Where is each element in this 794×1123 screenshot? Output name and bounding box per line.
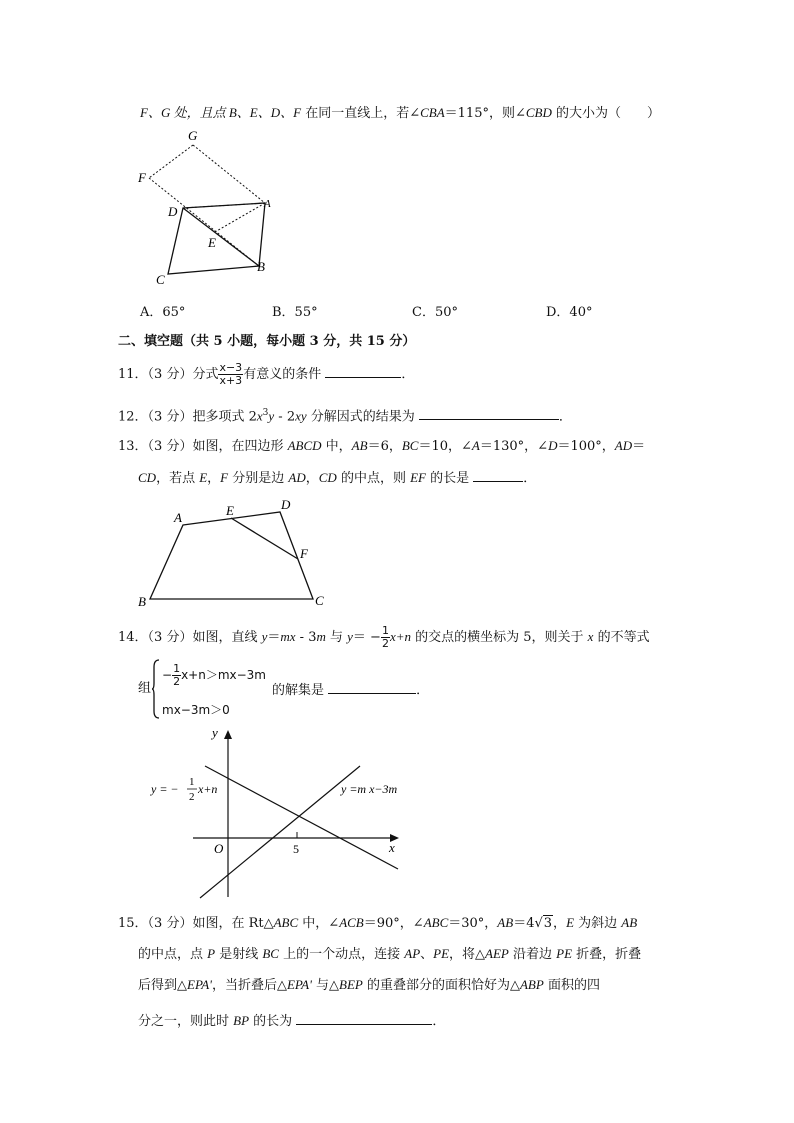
edge-GF (149, 145, 193, 178)
q10-choice-c: C．50° (412, 305, 458, 320)
q13-line1: 13．（3 分）如图，在四边形 ABCD 中，AB＝6，BC＝10，∠A＝130°，∠D＝100°，AD＝ (118, 438, 646, 454)
section-title: 二、填空题（共 5 小题，每小题 3 分，共 15 分） (118, 334, 416, 349)
label-B: B (257, 259, 265, 274)
q11-fraction: $\frac{x-3}{x+3}$ (219, 361, 243, 387)
y-axis-arrow-icon (224, 730, 232, 739)
q14-system-fraction: $\frac{1}{2}$ (173, 662, 181, 688)
q14-line1: 14．（3 分）如图，直线 y＝mx - 3m 与 y＝ − $\frac{1}{2}$ x+n 的交点的横坐标为 5，则关于 x 的不等式 (118, 624, 650, 650)
q10-line1: F、G 处，且点 B、E、D、F 在同一直线上，若∠CBA＝115°，则∠CBD 的大小为（ ） (140, 105, 661, 121)
label-C: C (315, 593, 324, 608)
q13-figure (135, 496, 335, 612)
axis-label-y: y (212, 725, 218, 740)
line-y-mx-minus-3m (200, 766, 360, 898)
label-C: C (156, 272, 165, 287)
q13-line2: CD，若点 E，F 分别是边 AD，CD 的中点，则 EF 的长是 ． (138, 470, 537, 486)
label-E: E (226, 503, 234, 518)
q15-line4: 分之一，则此时 BP 的长为 ． (138, 1013, 446, 1029)
quadrilateral-ABCD (150, 512, 313, 599)
label-F: F (138, 170, 146, 185)
q14-system-line2: mx−3m＞0 (162, 703, 230, 717)
label-D: D (168, 204, 178, 219)
q15-line1: 15．（3 分）如图，在 Rt△ABC 中，∠ACB＝90°，∠ABC＝30°，AB＝4√3，E 为斜边 AB (118, 915, 638, 931)
q14-group-label: 组 (138, 681, 152, 696)
segment-EF (231, 518, 298, 559)
q15-line3: 后得到△EPA'，当折叠后△EPA' 与△BEP 的重叠部分的面积恰好为△ABP 面积的四 (138, 977, 600, 993)
edge-GA (193, 145, 265, 203)
axis-label-x: x (389, 840, 395, 855)
label-D: D (281, 497, 291, 512)
q10-choice-a: A．65° (140, 305, 186, 320)
q14-solution-text: 的解集是 ． (272, 680, 429, 700)
q14-fraction: $\frac{1}{2}$ (381, 624, 389, 650)
label-A: A (264, 198, 271, 210)
q11-line: 11．（3 分）分式 $\frac{x-3}{x+3}$ 有意义的条件 ． (118, 361, 415, 387)
parallelogram-ABCD (168, 203, 265, 274)
q12-answer-blank[interactable] (419, 406, 559, 420)
q13-answer-blank[interactable] (473, 468, 523, 482)
label-B: B (138, 594, 146, 609)
q14-graph (145, 722, 410, 902)
line2-label: y =m x−3m (341, 782, 398, 796)
q10-choice-b: B．55° (272, 305, 318, 320)
line1-label-post: x+n (198, 782, 218, 796)
diagonal-DB (183, 208, 259, 266)
q10-figure (135, 128, 285, 288)
line1-label-num: 1 (189, 776, 195, 788)
q10-choice-d: D．40° (546, 305, 593, 320)
q15-answer-blank[interactable] (296, 1011, 432, 1025)
brace-icon (151, 659, 161, 719)
line1-label-pre: y = − (151, 782, 179, 796)
q15-line2: 的中点，点 P 是射线 BC 上的一个动点，连接 AP、PE，将△AEP 沿着边 PE 折叠，折叠 (138, 946, 642, 962)
q14-system-line1: − $\frac{1}{2}$ x+n＞mx−3m (162, 662, 266, 688)
q11-answer-blank[interactable] (325, 364, 401, 378)
q12-line: 12．（3 分）把多项式 $2x^3y - 2xy$ 分解因式的结果为 ． (118, 408, 572, 425)
label-A: A (174, 510, 182, 525)
sqrt-icon: √ (534, 916, 543, 931)
edge-AE-dashed (215, 203, 265, 232)
label-G: G (188, 128, 198, 143)
label-F: F (300, 546, 308, 561)
q14-answer-blank[interactable] (328, 680, 416, 694)
tick-label-5: 5 (293, 842, 299, 856)
label-E: E (208, 235, 216, 250)
line1-label-den: 2 (189, 791, 195, 803)
origin-label: O (214, 841, 224, 856)
